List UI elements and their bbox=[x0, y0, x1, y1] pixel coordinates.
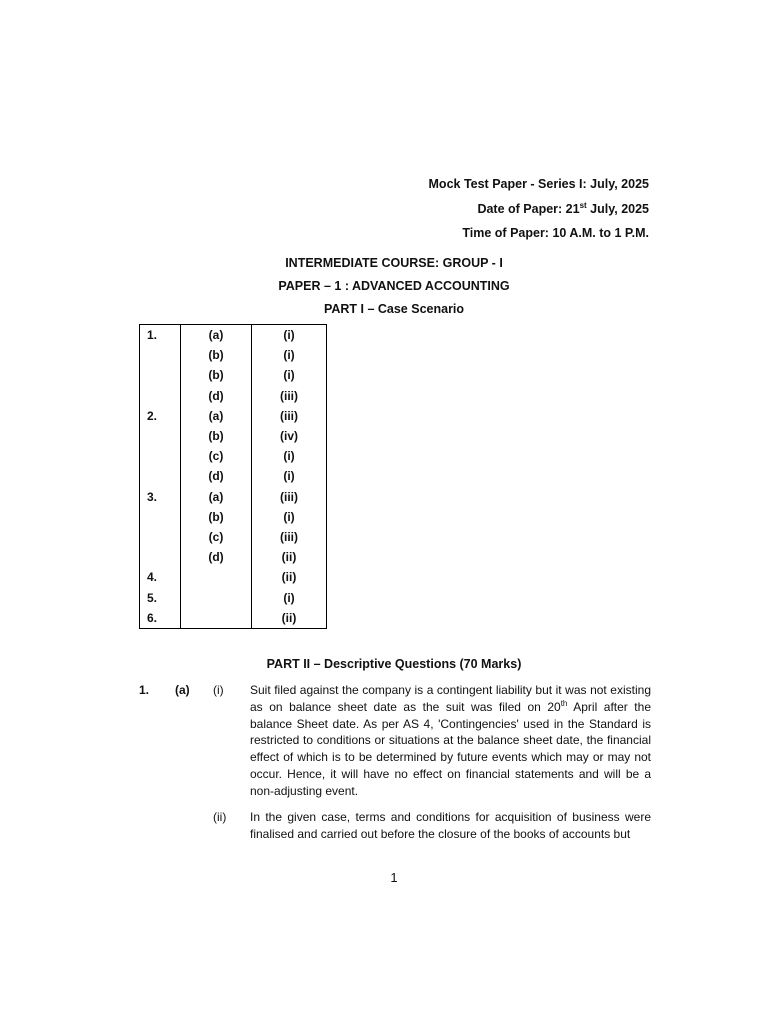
subpart-cell: (a) bbox=[181, 487, 252, 507]
answer-cell: (ii) bbox=[252, 567, 327, 587]
subpart-cell: (c) bbox=[181, 527, 252, 547]
answer-cell: (iv) bbox=[252, 426, 327, 446]
answer-table bbox=[139, 324, 327, 629]
question-cell bbox=[140, 446, 181, 466]
sub-label-i: (i) bbox=[213, 683, 224, 697]
date-suffix: July, 2025 bbox=[586, 202, 649, 217]
answer-row bbox=[140, 345, 327, 365]
date-sup: st bbox=[579, 201, 587, 210]
answer-cell: (i) bbox=[252, 325, 327, 346]
answer-cell: (i) bbox=[252, 507, 327, 527]
subpart-cell bbox=[181, 588, 252, 608]
question-cell: 4. bbox=[140, 567, 181, 587]
answer-row bbox=[140, 386, 327, 406]
answer-cell: (ii) bbox=[252, 547, 327, 567]
mock-test-title: Mock Test Paper - Series I: July, 2025 bbox=[428, 177, 649, 191]
answer-cell: (i) bbox=[252, 588, 327, 608]
answer-row bbox=[140, 466, 327, 486]
course-title: INTERMEDIATE COURSE: GROUP - I bbox=[285, 256, 503, 270]
subpart-cell: (a) bbox=[181, 406, 252, 426]
question-cell bbox=[140, 365, 181, 385]
answer-cell: (iii) bbox=[252, 406, 327, 426]
answer-row bbox=[140, 446, 327, 466]
answer-row bbox=[140, 507, 327, 527]
subpart-cell: (d) bbox=[181, 386, 252, 406]
answer-row bbox=[140, 406, 327, 426]
question-cell bbox=[140, 345, 181, 365]
time-of-paper: Time of Paper: 10 A.M. to 1 P.M. bbox=[462, 226, 649, 240]
answer-cell: (i) bbox=[252, 365, 327, 385]
question-cell bbox=[140, 386, 181, 406]
subpart-cell: (a) bbox=[181, 325, 252, 346]
question-cell bbox=[140, 527, 181, 547]
part2-title: PART II – Descriptive Questions (70 Marks) bbox=[266, 657, 522, 671]
answer-cell: (iii) bbox=[252, 386, 327, 406]
part1-title: PART I – Case Scenario bbox=[323, 302, 465, 316]
subpart-cell: (d) bbox=[181, 547, 252, 567]
answer-cell: (i) bbox=[252, 446, 327, 466]
question-part-label: (a) bbox=[175, 683, 190, 697]
question-cell: 5. bbox=[140, 588, 181, 608]
subpart-cell: (b) bbox=[181, 426, 252, 446]
para-i-text-a: Suit filed against the company is a contingent liability but it was not existing as on balance sheet date as the suit was filed on 20 bbox=[250, 683, 651, 714]
answer-cell: (ii) bbox=[252, 608, 327, 629]
answer-row bbox=[140, 325, 327, 346]
question-cell: 1. bbox=[140, 325, 181, 346]
answer-paragraph-ii: In the given case, terms and conditions for acquisition of business were finalised and carried out before the closure of the books of accounts but bbox=[250, 810, 651, 841]
question-cell bbox=[140, 426, 181, 446]
date-of-paper bbox=[477, 201, 649, 216]
subpart-cell bbox=[181, 608, 252, 629]
answer-row bbox=[140, 547, 327, 567]
answer-row bbox=[140, 365, 327, 385]
para-i-text-b: April after the balance Sheet date. As per AS 4, 'Contingencies' used in the Standard is restricted to conditions or situations at the balance sheet date, the financial effect of which is to be determined by future events which may or may not occur. Hence, it will have no effect on financial statements and will be a non-adjusting event. bbox=[250, 699, 651, 798]
answer-paragraph-i bbox=[250, 682, 651, 800]
answer-row bbox=[140, 588, 327, 608]
page-number: 1 bbox=[390, 870, 398, 885]
para-i-sup: th bbox=[560, 698, 568, 708]
subpart-cell bbox=[181, 567, 252, 587]
answer-row bbox=[140, 527, 327, 547]
question-cell: 6. bbox=[140, 608, 181, 629]
answer-row bbox=[140, 426, 327, 446]
subpart-cell: (b) bbox=[181, 507, 252, 527]
sub-label-ii: (ii) bbox=[213, 810, 227, 824]
answer-cell: (i) bbox=[252, 466, 327, 486]
answer-row bbox=[140, 608, 327, 629]
question-number: 1. bbox=[139, 683, 150, 697]
question-cell: 2. bbox=[140, 406, 181, 426]
answer-row bbox=[140, 567, 327, 587]
date-prefix: Date of Paper: 21 bbox=[477, 202, 580, 217]
subpart-cell: (b) bbox=[181, 365, 252, 385]
paper-title: PAPER – 1 : ADVANCED ACCOUNTING bbox=[278, 279, 510, 293]
subpart-cell: (d) bbox=[181, 466, 252, 486]
answer-row bbox=[140, 487, 327, 507]
question-cell bbox=[140, 547, 181, 567]
subpart-cell: (b) bbox=[181, 345, 252, 365]
question-cell bbox=[140, 507, 181, 527]
answer-cell: (i) bbox=[252, 345, 327, 365]
answer-cell: (iii) bbox=[252, 527, 327, 547]
subpart-cell: (c) bbox=[181, 446, 252, 466]
answer-cell: (iii) bbox=[252, 487, 327, 507]
question-cell: 3. bbox=[140, 487, 181, 507]
question-cell bbox=[140, 466, 181, 486]
